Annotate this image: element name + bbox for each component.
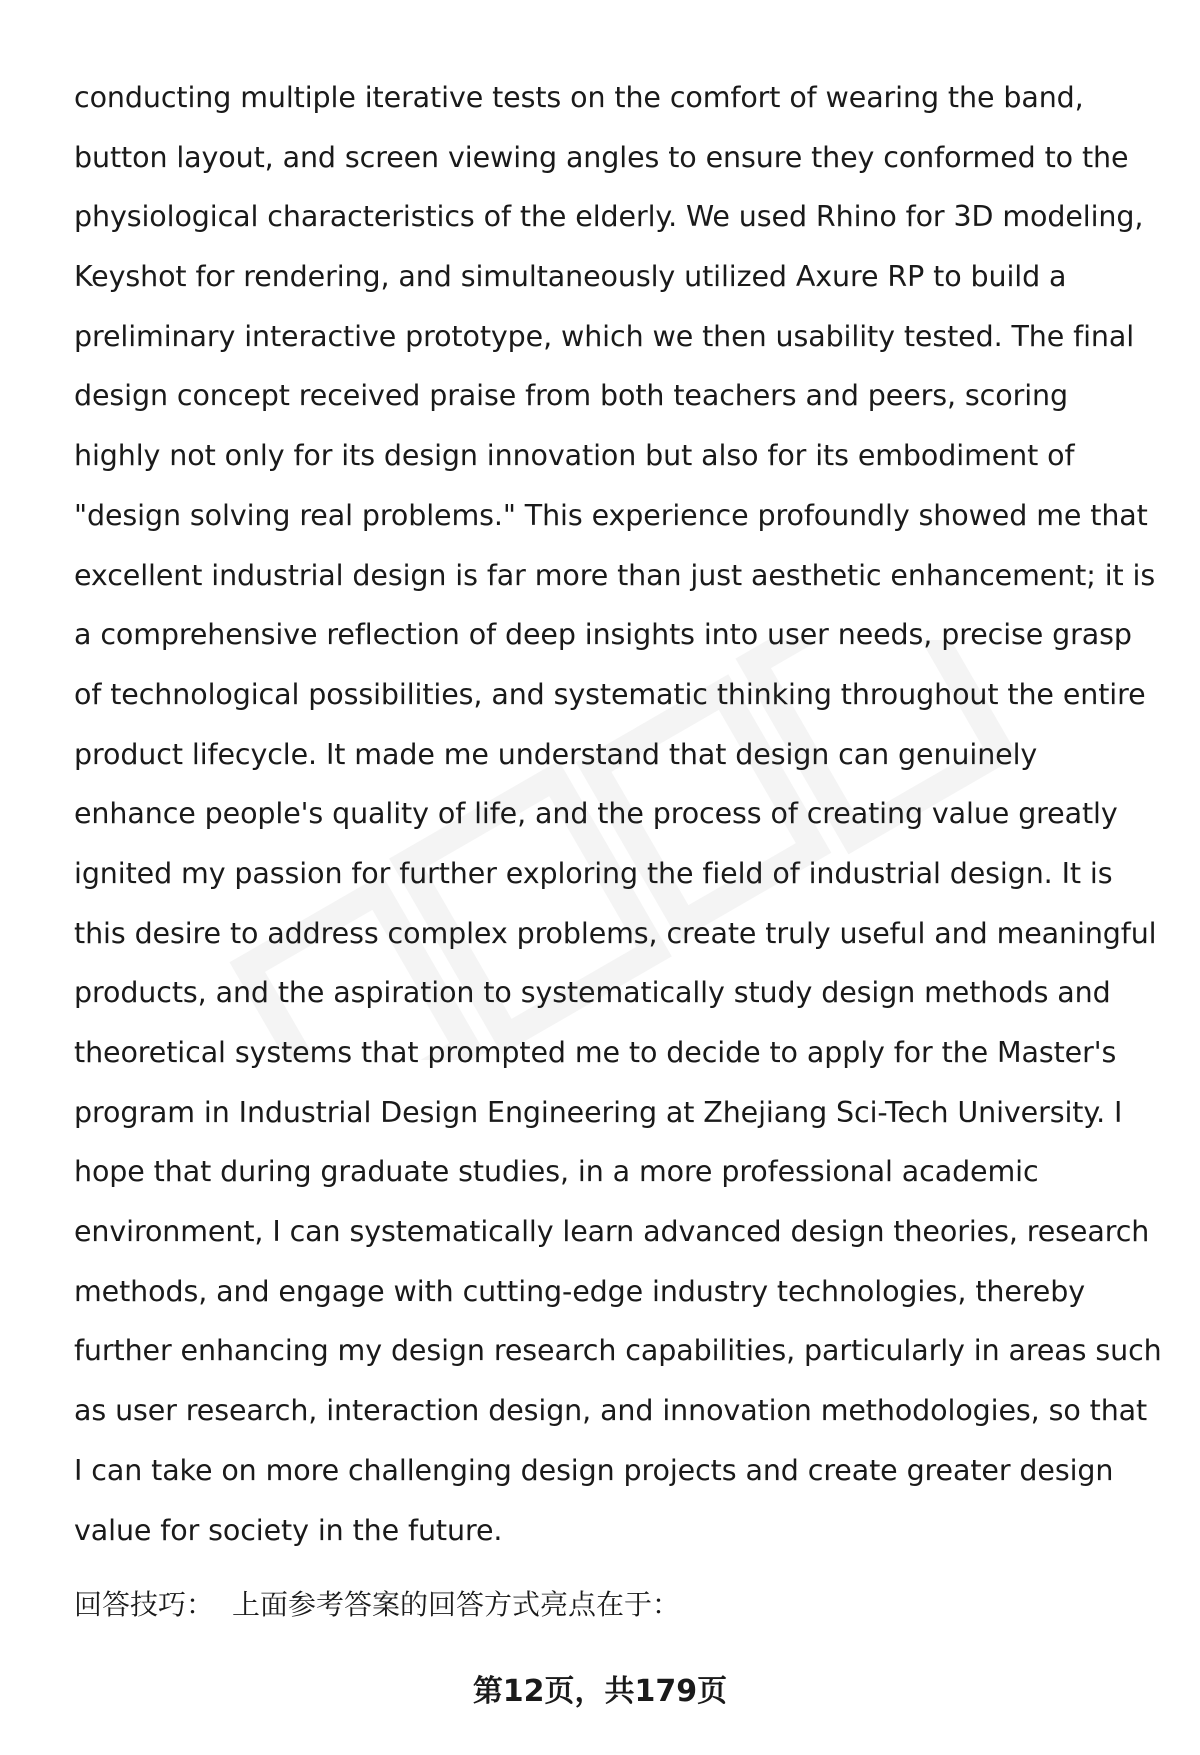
answer-tip bbox=[74, 1585, 680, 1625]
paragraph-line: Keyshot for rendering, and simultaneously utilized Axure RP to build a bbox=[74, 260, 1067, 294]
body-paragraph bbox=[74, 68, 1162, 1560]
paragraph-line: highly not only for its design innovation but also for its embodiment of bbox=[74, 439, 1075, 473]
paragraph-line: ignited my passion for further exploring the field of industrial design. It is bbox=[74, 856, 1113, 890]
paragraph-line: further enhancing my design research capabilities, particularly in areas such bbox=[74, 1334, 1162, 1368]
paragraph-line: methods, and engage with cutting-edge industry technologies, thereby bbox=[74, 1274, 1085, 1308]
paragraph-line: physiological characteristics of the elderly. We used Rhino for 3D modeling, bbox=[74, 200, 1144, 234]
paragraph-line: conducting multiple iterative tests on the comfort of wearing the band, bbox=[74, 81, 1084, 114]
paragraph-line: this desire to address complex problems, create truly useful and meaningful bbox=[74, 916, 1157, 950]
paragraph-line: a comprehensive reflection of deep insights into user needs, precise grasp bbox=[74, 618, 1132, 652]
paragraph-line: hope that during graduate studies, in a more professional academic bbox=[74, 1155, 1039, 1189]
paragraph-line: product lifecycle. It made me understand that design can genuinely bbox=[74, 737, 1038, 771]
paragraph-line: theoretical systems that prompted me to decide to apply for the Master's bbox=[74, 1036, 1117, 1069]
tip-label: 回答技巧： bbox=[74, 1588, 215, 1621]
paragraph-line: I can take on more challenging design projects and create greater design bbox=[74, 1453, 1114, 1487]
paragraph-line: "design solving real problems." This experience profoundly showed me that bbox=[74, 498, 1148, 532]
paragraph-line: button layout, and screen viewing angles to ensure they conformed to the bbox=[74, 140, 1129, 174]
paragraph-line: products, and the aspiration to systematically study design methods and bbox=[74, 976, 1111, 1010]
paragraph-line: enhance people's quality of life, and the process of creating value greatly bbox=[74, 797, 1118, 831]
paragraph-line: of technological possibilities, and systematic thinking throughout the entire bbox=[74, 677, 1146, 711]
paragraph-line: as user research, interaction design, and innovation methodologies, so that bbox=[74, 1394, 1148, 1428]
paragraph-line: design concept received praise from both teachers and peers, scoring bbox=[74, 379, 1068, 413]
tip-text: 上面参考答案的回答方式亮点在于： bbox=[232, 1588, 681, 1621]
paragraph-line: program in Industrial Design Engineering at Zhejiang Sci-Tech University. I bbox=[74, 1095, 1123, 1129]
paragraph-line: value for society in the future. bbox=[74, 1513, 503, 1547]
paragraph-line: preliminary interactive prototype, which we then usability tested. The final bbox=[74, 319, 1135, 353]
paragraph-line: excellent industrial design is far more than just aesthetic enhancement; it is bbox=[74, 558, 1156, 592]
paragraph-line: environment, I can systematically learn advanced design theories, research bbox=[74, 1215, 1150, 1249]
page-number: 第12页，共179页 bbox=[472, 1674, 728, 1709]
